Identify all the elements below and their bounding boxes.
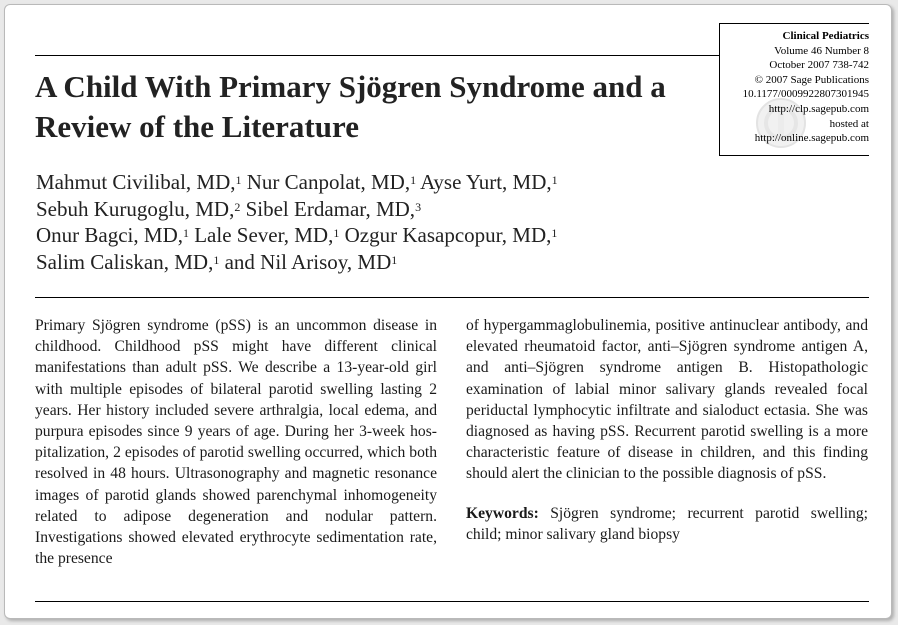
author-name: Sebuh Kurugoglu, MD, <box>36 196 235 221</box>
author-affiliation-number: 1 <box>213 252 220 267</box>
journal-date: October 2007 738-742 <box>769 59 869 72</box>
article-page <box>4 4 892 619</box>
author-name: and Nil Arisoy, MD <box>219 249 392 274</box>
author-name: Onur Bagci, MD, <box>36 223 183 247</box>
author-list <box>36 169 696 275</box>
keywords-label: Keywords: <box>466 504 539 522</box>
author-name: Ayse Yurt, MD, <box>420 170 552 194</box>
journal-copyright: © 2007 Sage Publications <box>754 73 869 86</box>
abstract-right-column <box>466 315 868 545</box>
author-affiliation-number: 1 <box>333 226 340 240</box>
author-name: Sibel Erdamar, MD, <box>245 196 416 221</box>
top-rule <box>35 55 719 56</box>
abstract-left-column <box>35 315 437 569</box>
journal-box-top-rule <box>719 23 869 24</box>
author-affiliation-number: 1 <box>391 252 398 267</box>
journal-name: Clinical Pediatrics <box>782 30 869 42</box>
author-name: Mahmut Civilibal, MD, <box>36 170 236 194</box>
keywords-text: Sjögren syndrome; recurrent parotid swelling; child; minor salivary gland biopsy <box>466 504 868 543</box>
author-name: Lale Sever, MD, <box>194 223 334 247</box>
author-affiliation-number: 1 <box>182 226 189 240</box>
abstract-text-right: of hypergammaglobulinemia, positive antinuclear antibody, and elevated rheumatoid factor, anti–Sjögren syndrome antigen A, and anti–Sjögren syndrome antigen B. Histopathologic examination of labial minor salivary glands revealed focal periductal lymphocytic infiltrate and sialoduct ectasia. She was diagnosed as having pSS. Recurrent parotid swelling is a more characteristic feature of disease in children, and this finding should alert the clinician to the possible diagnosis of pSS. <box>466 317 868 483</box>
abstract-text-left: Primary Sjögren syndrome (pSS) is an uncommon disease in childhood. Childhood pSS might have different clinical manifestations than adult pSS. We describe a 13-year-old girl with multiple episodes of bilateral parotid swelling lasting 2 years. Her history included severe arthralgia, local edema, and purpura episodes since 9 years of age. During her 3-week hospitalization, 2 episodes of parotid swelling occurred, which both resolved in 48 hours. Ultrasonography and magnetic resonance images of parotid glands showed parenchymal inhomogeneity related to adipose degeneration and nodular pattern. Investigations showed elevated erythrocyte sedimentation rate, the presence <box>35 317 437 568</box>
bottom-rule <box>35 601 869 602</box>
journal-url[interactable]: http://clp.sagepub.com <box>768 102 869 115</box>
journal-volume: Volume 46 Number 8 <box>774 44 869 57</box>
author-affiliation-number: 1 <box>410 173 417 187</box>
authors-bottom-rule <box>35 297 869 298</box>
author-name: Ozgur Kasapcopur, MD, <box>344 223 552 247</box>
journal-online-url[interactable]: http://online.sagepub.com <box>754 132 869 145</box>
author-name: Salim Caliskan, MD, <box>36 249 214 274</box>
keywords <box>466 503 868 545</box>
author-affiliation-number: 1 <box>551 173 558 187</box>
author-affiliation-number: 3 <box>415 199 422 214</box>
author-affiliation-number: 1 <box>551 226 558 240</box>
journal-info <box>719 29 869 146</box>
journal-box-bottom-rule <box>719 155 869 156</box>
author-affiliation-number: 2 <box>234 199 241 214</box>
author-affiliation-number: 1 <box>235 173 242 187</box>
article-title: A Child With Primary Sjögren Syndrome and a Review of the Literature <box>35 69 666 144</box>
journal-doi: 10.1177/0009922807301945 <box>742 88 869 101</box>
author-name: Nur Canpolat, MD, <box>246 170 411 194</box>
journal-hosted: hosted at <box>829 117 869 130</box>
